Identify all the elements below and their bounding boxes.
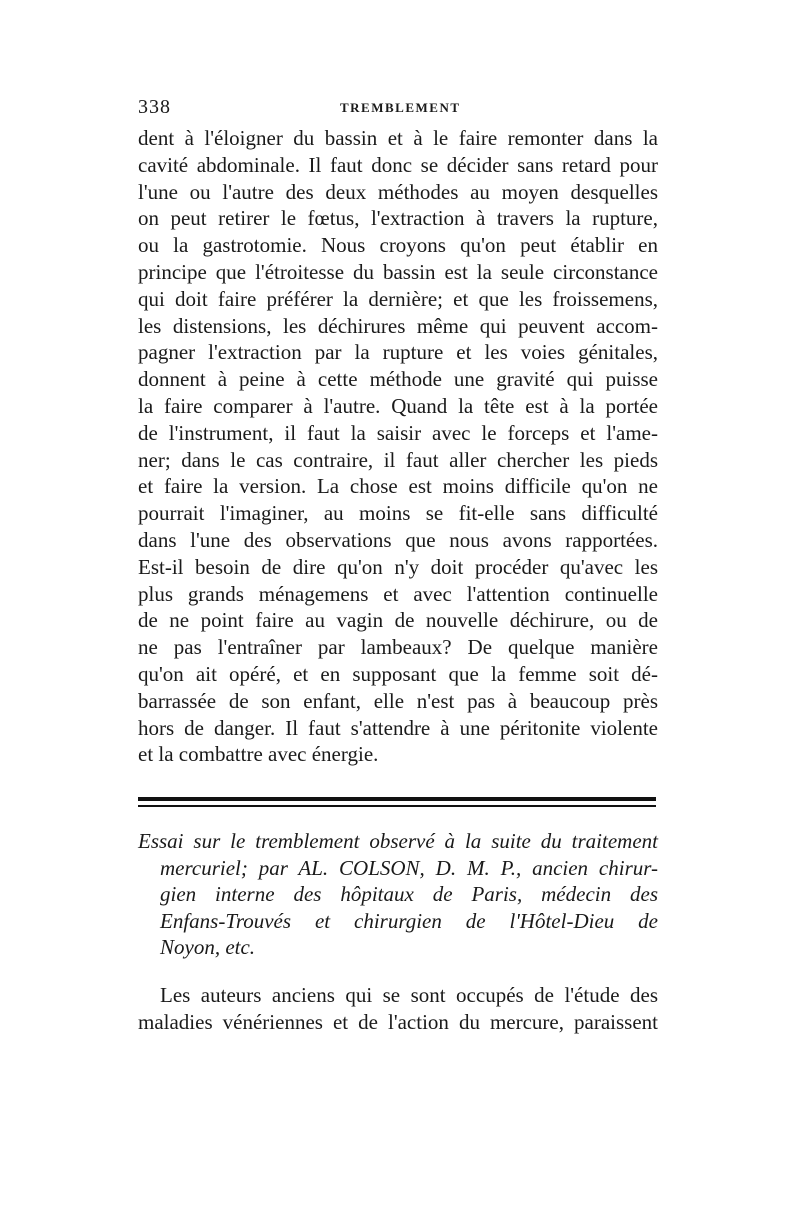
divider-thin-rule [138, 805, 656, 807]
section-divider [138, 797, 656, 811]
text-line: cavité abdominale. Il faut donc se décider sans retard pour [138, 152, 658, 177]
paragraph-new [138, 982, 658, 1036]
text-line: ne pas l'entraîner par lambeaux? De quelque manière [138, 635, 658, 660]
page-number: 338 [138, 96, 171, 118]
text-line: plus grands ménagemens et avec l'attention continuelle [138, 581, 658, 606]
running-head: TREMBLEMENT [340, 100, 461, 115]
title-line: Essai sur le tremblement observé à la suite du traitement [138, 829, 658, 853]
title-line: mercuriel; par AL. COLSON, D. M. P., ancien chirur- [160, 855, 658, 880]
text-line: dent à l'éloigner du bassin et à le faire remonter dans la [138, 126, 658, 150]
text-line: et la combattre avec énergie. [138, 742, 379, 767]
title-line: Noyon, etc. [160, 935, 256, 959]
text-line: la faire comparer à l'autre. Quand la tête est à la portée [138, 393, 658, 418]
text-line: l'une ou l'autre des deux méthodes au moyen desquelles [138, 179, 658, 204]
title-line: Enfans-Trouvés et chirurgien de l'Hôtel-Dieu de [160, 908, 658, 933]
text-line: les distensions, les déchirures même qui peuvent accom- [138, 313, 658, 338]
paragraph-continued [138, 125, 658, 768]
text-line: principe que l'étroitesse du bassin est la seule circonstance [138, 259, 658, 284]
text-line: barrassée de son enfant, elle n'est pas à beaucoup près [138, 688, 658, 713]
text-line: on peut retirer le fœtus, l'extraction à travers la rupture, [138, 206, 658, 231]
text-line: maladies vénériennes et de l'action du mercure, paraissent [138, 1009, 658, 1034]
text-line: pagner l'extraction par la rupture et les voies génitales, [138, 340, 658, 365]
text-line: ou la gastrotomie. Nous croyons qu'on peut établir en [138, 233, 658, 258]
text-line: de ne point faire au vagin de nouvelle déchirure, ou de [138, 608, 658, 633]
text-line: donnent à peine à cette méthode une gravité qui puisse [138, 367, 658, 392]
text-line: pourrait l'imaginer, au moins se fit-elle sans difficulté [138, 501, 658, 526]
page-header [138, 96, 658, 120]
divider-thick-rule [138, 797, 656, 801]
text-line: qu'on ait opéré, et en supposant que la femme soit dé- [138, 661, 658, 686]
text-line: de l'instrument, il faut la saisir avec le forceps et l'ame- [138, 420, 658, 445]
text-line: hors de danger. Il faut s'attendre à une péritonite violente [138, 715, 658, 740]
text-line: et faire la version. La chose est moins difficile qu'on ne [138, 474, 658, 499]
text-line: Est-il besoin de dire qu'on n'y doit procéder qu'avec les [138, 554, 658, 579]
text-line: Les auteurs anciens qui se sont occupés de l'étude des [160, 983, 658, 1007]
article-title [138, 828, 658, 961]
text-line: qui doit faire préférer la dernière; et que les froissemens, [138, 286, 658, 311]
text-line: dans l'une des observations que nous avons rapportées. [138, 527, 658, 552]
title-line: gien interne des hôpitaux de Paris, médecin des [160, 882, 658, 906]
text-line: ner; dans le cas contraire, il faut aller chercher les pieds [138, 447, 658, 472]
